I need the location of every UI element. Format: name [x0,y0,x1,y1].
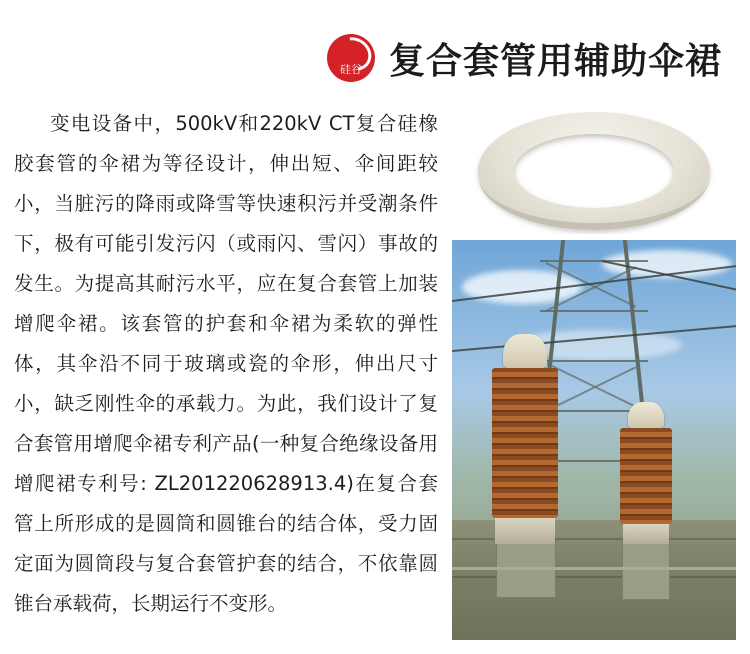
yard-rail [452,567,736,570]
page-title: 复合套管用辅助伞裙 [388,40,722,82]
logo-circle-icon [327,34,375,82]
bushing-shed-stack [492,368,558,518]
bushing-base [623,524,669,544]
composite-bushing-large [492,334,558,544]
substation-bushing-photo [452,240,736,640]
page-header [0,22,750,94]
bushing-base [495,518,555,544]
article-paragraph: 变电设备中，500kV和220kV CT复合硅橡胶套管的伞裙为等径设计，伸出短、伞间距较小，当脏污的降雨或降雪等快速积污并受潮条件下，极有可能引发污闪（或雨闪、雪闪）事故的发生。为提高其耐污水平，应在复合套管上加装增爬伞裙。该套管的护套和伞裙为柔软的弹性体，其伞沿不同于玻璃或瓷的伞形，伸出尺寸小，缺乏刚性伞的承载力。为此，我们设计了复合套管用增爬伞裙专利产品(一种复合绝缘设备用增爬裙专利号: ZL201220628913.4)在复合套管上所形成的是圆筒和圆锥台的结合体，受力固定面为圆筒段与复合套管护套的结合，不依靠圆锥台承载荷，长期运行不变形。 [14,112,438,615]
yard-line [452,576,736,578]
brand-logo [327,34,375,82]
composite-bushing-small [620,402,672,544]
ring-inner-hole [514,134,674,208]
auxiliary-shed-ring-photo [452,108,736,234]
equipment-support-frame [622,540,670,600]
bushing-shed-stack [620,428,672,524]
tower-cross-brace [540,260,648,262]
bushing-cap [628,402,664,428]
article-body [14,104,438,624]
tower-cross-brace [540,310,648,312]
bushing-cap [503,334,547,368]
tower-diagonal [546,362,637,408]
logo-text: 硅谷 [339,63,362,76]
